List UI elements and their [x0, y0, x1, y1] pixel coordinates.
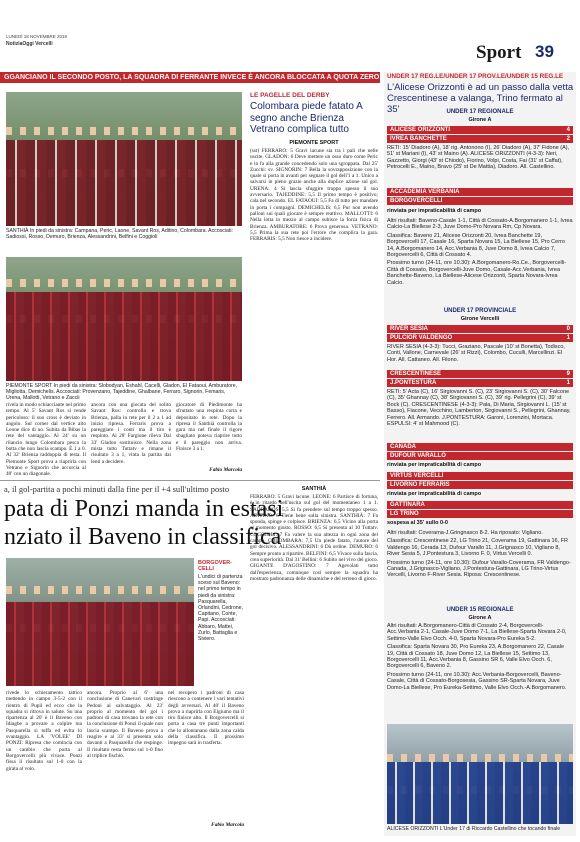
match4-details: RETI: 5' Acta (C), 16' Sirgiovanni S. (C), 23' Sirgiovanni S. (C), 30' Falcone (C), 35' Ghannay (C), 38' Sirgiovanni S. (C), 39' rig. Pellegrini (C), 39' st Bock (C). CRESCENTINESE (4-3-3): Pala, Di Maria, Sirgiovanni L. (15' st Basso), Fiacone, Vecchino, Lamberton, Sirgiovanni S., Pellegrini, Ghannay, Ferrero. All. Armando. J.PONTESTURA: Garoni, Lorenzini, Mortaca. ESPULSI: 4' st Mahmood (C).	[387, 389, 571, 428]
match5-note: rinviata per impraticabilità di campo	[387, 462, 482, 468]
sidebar-headline: L'Alicese Orizzonti è ad un passo dalla vetta Crescentinese a valanga, Trino fermato al 35'	[387, 82, 574, 115]
derby-team-b: SANTHIÀ	[301, 486, 327, 492]
team-photo-alicese	[387, 724, 573, 824]
page-number: 39	[535, 42, 554, 61]
bottom-byline: Fabio Marcola	[211, 822, 244, 828]
big-headline-2: nziato il Baveno in classifica	[4, 524, 282, 550]
match2: ACCADEMIA VERBANIA BORGOVERCELLI	[387, 188, 573, 205]
top-banner: GGANCIANO IL SECONDO POSTO, LA SQUADRA DI FERRANTE INVECE È ANCORA BLOCCATA A QUOTA ZERO	[0, 72, 380, 83]
date-line: LUNEDÌ 18 NOVEMBRE 2019	[6, 34, 68, 39]
match4: CRESCENTINESE 9 J.PONTESTURA 1	[387, 370, 573, 387]
team-photo-piemonte	[6, 257, 242, 381]
u17-provinciale-title: UNDER 17 PROVINCIALE	[443, 308, 517, 314]
match6: VIRTUS VERCELLI LIVORNO FERRARIS	[387, 472, 573, 489]
photo3-caption: L'undici di partenza sceso sul Baveno: nel primo tempo in piedi da sinistra: Pasquarella, Orlandini, Cedrone, Capitano, Conte, Papi. Accosciati: Abbaro, Mattei, Zurlo, Battaglia e Siviero.	[198, 574, 243, 643]
team-photo-borgovercelli	[6, 558, 194, 686]
sidebar-kicker: UNDER 17 REG.LE/UNDER 17 PROV.LE/UNDER 15 REG.LE	[387, 73, 564, 80]
match6-note: rinviata per impraticabilità di campo	[387, 491, 482, 497]
big-kicker: a, il gol-partita a pochi minuti dalla fine per il +4 sull'ultimo posto	[4, 484, 230, 494]
paper-name: NotiziaOggi Vercelli	[6, 41, 53, 47]
derby-headline: Colombara piede fatato A segno anche Brienza Vetrano complica tutto	[250, 101, 363, 135]
girone-a: Girone A	[468, 117, 492, 123]
section-title: Sport	[476, 42, 522, 63]
u15-summary: Altri risultati: A.Borgomanero-Città di Cossato 2-4, Borgovercelli-Acc.Verbania 2-1, Casale-Juve Domo 7-1, La Biellese-Sparta Novara 2-0, Settimo-Valle Elvo Occh. 4-0, Sparta Novara-Pro Eureka 5-2. Classifica: Sparta Novara 30, Pro Eureka 23, A.Borgomanero 22, Casale 19, Città di Cossato 18, Juve Domo 12, La Biellese 15, Settimo 13, Borgovercelli 11, Acc.Verbania 8, Gassino SR 6, Valle Elvo Occh. 6, Borgovercelli 6, Baveno 2. Prossimo turno (24-11, ore 10.30): Acc.Verbania-Borgovercelli, Baveno-Casale, Città di Cossato-Borgosesia, Gassino SR-Sparta Novara, Juve Domo-La Biellese, Pro Eureka-Settimo, Valle Elvo Occh.-A.Borgomanero.	[387, 623, 567, 691]
bottom-col-2: ancora. Proprio al 6' una conclusione di Canevari costringe Pedoni al salvataggio. Al 23' proprio al momento del gol i padroni di casa trovano la rete con la conclusione di Ponzi il quale non lascia scampo. Il Baveno prova a reagire e al 33' si presenta solo davanti a Pasquarella che respinge. Il risultato resta fermo sul 1-0 fino al triplice fischio.	[87, 690, 163, 759]
derby-team-a: PIEMONTE SPORT	[289, 140, 339, 146]
sidebar-photo-caption: ALICESE ORIZZONTI L'Under 17 di Riccardo Castellino che tocando finale	[387, 826, 561, 832]
match1: ALICESE ORIZZONTI 4 IVREA BANCHETTE 2	[387, 126, 573, 143]
match7: GATTINARA LG TRINO	[387, 501, 573, 518]
big-headline-1: pata di Ponzi manda in estasi	[4, 496, 284, 522]
u17-reg-summary: Altri risultati: Baveno-Casale 1-1, Città di Cossato-A.Borgomanero 1-1, Ivrea Calcio-La Biellese 2-3, Juve Domo-Pro Novara Rm, Cp Novara. Classifica: Baveno 21, Alicese Orizzonti 20, Ivrea Banchette 19, Borgovercelli 17, Casale 16, Sparta Novara 15, La Biellese 15, Pro Cerro 14, A.Borgomanero 14, Acc.Verbania 8, Juve Domo 8, Ivrea Calcio 7, Borgovercelli 6, Città di Cossato 4. Prossimo turno (24-11, ore 10.30): A.Borgomanero-Ro.Ce., Borgovercelli-Città di Cossato, Borgovercelli-Juve Domo, Casale-Acc.Verbania, Ivrea Banchette-Baveno, La Biellese-Alicese Orizzonti, Sparta Novara-Ivrea Calcio.	[387, 218, 573, 286]
photo3-caption-head: BORGOVER-CELLI	[198, 560, 232, 572]
match1-details: RETI: 15' Diadoro (A), 18' rig. Antonono (I), 26' Diadoro (A), 37' Fidone (A), 51' st Mariani (I), 43' st Maino (A). ALICESE ORIZZONTI (4-3-3): Neri, Gazzetto, Giorgi (43' st Chiodo), Fiorino, Volpi, Costa, Fai (31' st Caffat), Petrocelli E., Maino, Bravo (25' st De Mattia), Diadoro. All. Castellino.	[387, 145, 570, 171]
match2-note: rinviata per impraticabilità di campo	[387, 208, 482, 214]
bottom-col-3: nel recupero i padroni di casa riescono a contenere i vari tentativi degli avversari. Al 40' il Baveno prova a riaprirla con Elgiumo ma il tiro finisce alto. Il Borgovercelli si porta a casa tre punti importanti che lo allontanano dalla zona calda della classifica. Il prossimo impegno sarà in trasferta.	[168, 690, 244, 747]
photo2-caption: PIEMONTE SPORT In piedi da sinistra: Slobodyan, Eshahl, Cacelli, Gladon, El Fataoui, Amburatore, Migliotta, Demichelis. Accosciati: Provenzano, Tajeddine, Ghalbane, Ferraro, Signorin, Femaris, Urena, Mallotti, Vetrano e Zaccii	[6, 383, 238, 402]
divider	[0, 480, 380, 481]
article-col-3: giocatore di Piedimonte ha sfruttato una respinta corta e depositato in rete. Dopo la ripresa il Santhià controlla la gara ma nel finale il rigore sbagliato poteva riaprire tutto e il pareggio non arriva. Finisce 3 a 1.	[176, 402, 242, 453]
article-col-2: ancora con una giocata del solito Savant Ros: controlla e trova Brienza, palla in rete per il 2 a 1 ad inizio ripresa. Ferraris prova a pareggiare i conti ma il tiro è respinto. Al 28' Fargione rileva Dal 33' Gladon sostituisce. Nella zona mista tutto Tuttatv e rimane il risultato 3 a 1, vinta la partita dai lenti a decidere.	[91, 402, 171, 465]
photo1-caption: SANTHIÀ In piedi da sinistra: Campana, Peric, Laone, Savant Ros, Aditino, Colombara. Accosciati: Sadiossi, Rosso, Demuro, Brienza, Alessandrini, Belfini e Coggioli	[6, 228, 233, 241]
girone-vercelli: Girone Vercelli	[460, 316, 500, 322]
derby-ratings-1: (sst) FERRARO: 5 Gravi lacune sia tra i pali che nelle uscite. GLADON: 6 Deve mettere un osso duro come Peric e lo fa alla grande concedendo solo una sgroppata. Dal 25' Zucchi: sv. SIGNORIN: 7 Bella la sovrapposizione con la quale si porta in avanti per segnare il gol dell'1 a 1. Unico a salvarsi in pieno grazie anche alla duplice azione sul gol. URENA: 4 Si lascia sfuggire troppo spesso il suo avversario. TAJEDDINE: 5,5 Il primo tempo è positivo; cala nel secondo. EL FATAOUI: 5,5 Fa di tutto per mandare in porta i compagni. DEMICHELIS: 6,5 Pur non avendo palloni sui quali giocare è sempre reattivo. MALLOTTI: 6 Nella lotta in mezzo al campo subisce la forza fisica di Brienza. AMBURATORE: 6 Prova generosa. VETRANO: 5,5 Prima la sua rete poi l'errore che complica la gara. FERRARIS: 5,5 Non riesce a incidere.	[250, 148, 378, 243]
u15-girone: Girone A	[468, 615, 492, 621]
u17-prov-summary: Altri risultati: Coverama-J.Gringnasco 8-2. Ha riposato: Vigliano. Classifica: Crescentinese 22, LG Trino 21, Coverama 19, Gattinara 16, FR Valdengo 16, Cerada 13, Dufour Varallo 11, J.Grignasco 10, Vigliano 8, River Sesia 5, J.Pontestura 3, Livorno F. 0, Virtus Vercelli 0. Prossimo turno (24-11, ore 10.30): Dufour Varallo-Coverama, FR Valdengo-Canada, J.Grignasco-Vigliano, J.Pontestura-Gattinara, LG Trino-Virtus Vercelli, Livorno F-River Sesia. Riposa: Crescentinese.	[387, 530, 571, 579]
derby-ratings-2: FERRARO: 5 Gravi lacune. LEONE: 6 Partisce di fortuna, è in ritardo nell'uscita sul gol del momentaneo 1 a 1. SADRADOS: 5,5 Si fa prendere sul tempo troppo spesso. ADITINO: 6 Tiene bene sulla sinistra. SANTHIÀ: 7 Fa sponda, spinge e colpisce. BRIENZA: 6,5 Vicino alla porta al momento giusto. ROSSO: 6,5 Si presenta al 10 Tuttatv. COGGIOLI: 7 Fa valere la sua altezza in ogni zona del campo. COLOMBARA: 7,5 Un piede fatato, l'autore del gol decisivo. ALESSANDRINI: 6 Dà ordine. DEMURO: 6 Sempre pronto a ripartire. BELFINI: 6,5 Vivace sulla fascia, crea superiorità. Dal 31' Bellini: 6 Subito nel vivo del gioco. GIGANTE D'AGOSTINO: 7 Agevolati tutto dall'esperienza, comunque così sempre la squadra ha mostrato padronanza delle dinamiche e del terreno di gioco.	[250, 494, 378, 582]
u15-regionale-title: UNDER 15 REGIONALE	[446, 607, 514, 613]
byline: Fabio Marcola	[209, 467, 242, 473]
derby-kicker: LE PAGELLE DEL DERBY	[250, 92, 330, 99]
match3: RIVER SESIA 0 PULCIOR VALDENGO 1	[387, 325, 573, 342]
article-col-1: rivela in modo schiacciante nel primo tempo. Al 5' Savant Ros si rende pericoloso: il suo cross è deviato in angolo. Sul corner dal vertice alto Leone dice di no. Subita da Bibas la rete del vantaggio. Al 24' su un rilancio lungo Colombara pesca la botta che non lascia scampo. È 1 a 0. Al 32' Brienza raddoppia di testa. Il Piemonte Sport prova a riaprirla con Vetrano e Signorin che accorcia al 40' con un diagonale.	[6, 402, 86, 478]
bottom-col-1: rivede lo schieramento tattico mettendo in campo 3-5-2 con il rientro di Pupil ed ecco che la squadra si ritrova in salute. Su una ripartenza al 20' è il Baveno con Idiagbe a provare a colpire ma Pasquarella si tuffa ed evita lo svantaggio. LA 'VOLEE' DI PONZI: Ripresa che comincia con un cambio che porta al Borgovercelli più vivace. Ponzi fissa il risultato sul 1-0 con la girata al volo.	[6, 690, 82, 772]
match5: CANADA DUFOUR VARALLO	[387, 443, 573, 460]
match7-note: sospesa al 35' sullo 0-0	[387, 520, 448, 526]
u17-regionale-title: UNDER 17 REGIONALE	[446, 109, 514, 115]
match3-details: RIVER SESIA (4-3-3): Tucci, Graziano, Pascale (10' st Bonetta), Todisco, Conti, Vallone, Carnevale (26' st Rizzi), Colombo, Cuculli, Marcellinzi. El Hor. All. Cattaneo. All. Filono.	[387, 344, 565, 363]
team-photo-santhia	[6, 92, 242, 226]
